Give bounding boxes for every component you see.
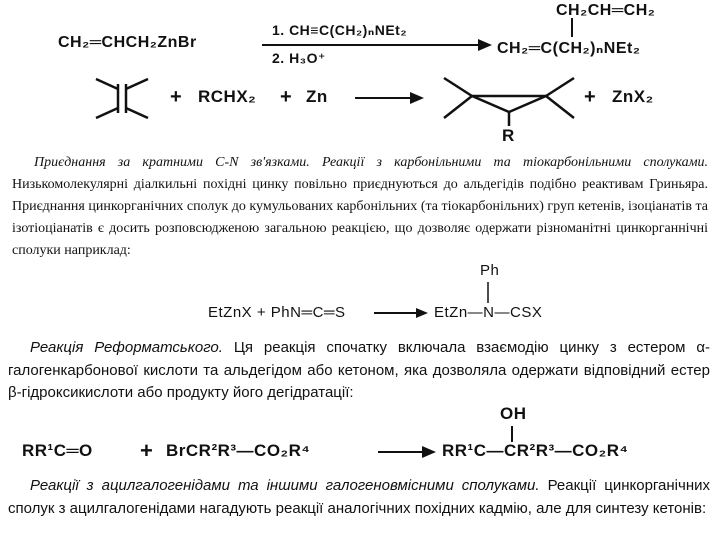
cyclopropane-bond-left [472, 96, 509, 112]
section2-body: Ця реакція спочатку включала взаємодію цинку з естером α-галогенкарбонової кислоти та альдегідом або кетоном, яка дозволяла одержати відповідний естер β-гідроксикислоти або продукту його дегідратації: [8, 339, 710, 401]
alkene-bond-ll [96, 108, 118, 118]
scheme1-product-main: CH₂═C(CH₂)ₙNEt₂ [497, 40, 641, 57]
section3-paragraph [8, 475, 710, 520]
alkene-bond-ul [96, 79, 118, 89]
section3-body: Реакції цинкорганічних сполук з ацилгалогенідами нагадують реакції аналогічних похідних кадмію, але для синтезу кетонів: [8, 477, 710, 517]
cyclopropane-sub-ll [444, 96, 472, 118]
scheme4-plus: + [140, 438, 154, 463]
scheme3-ph: Ph [480, 262, 500, 279]
scheme1-condition-1: 1. CH≡C(CH₂)ₙNEt₂ [272, 22, 408, 38]
scheme4-oh: OH [500, 404, 527, 423]
cyclopropane-sub-ul [444, 78, 472, 96]
reaction-arrowhead-1 [478, 39, 492, 51]
section2-heading: Реакція Реформатського. [30, 339, 223, 356]
section1-paragraph [12, 152, 708, 262]
section1-body: Низькомолекулярні діалкильні похідні цинку повільно приєднуються до альдегідів подібно реактивам Гриньяра. Приєднання цинкорганічних сполук до кумульованих карбонільних (та тіокарбонільних) груп кетенів, ізоціанатів та ізотіоціанатів є досить розповсюдженою загальною реакцією, що дозволяє одержати різноманітні цинкорганнічні сполуки наприклад: [12, 177, 708, 258]
scheme1-reactant: CH₂═CHCH₂ZnBr [58, 34, 197, 51]
reaction-arrowhead-3 [416, 308, 428, 318]
cyclopropane-sub-ur [546, 78, 574, 96]
scheme4-reactant-2: BrCR²R³—CO₂R⁴ [166, 441, 311, 460]
scheme1-condition-2: 2. H₃O⁺ [272, 50, 326, 66]
reaction-arrowhead-4 [422, 446, 436, 458]
alkene-bond-lr [126, 108, 148, 118]
scheme3-product: EtZn—N—CSX [434, 304, 543, 321]
scheme2-plus-3: + [584, 86, 597, 108]
section3-heading: Реакції з ацилгалогенідами та іншими галогеновмісними сполуками. [30, 477, 540, 494]
scheme1-product-top: CH₂CH═CH₂ [556, 2, 656, 19]
scheme2-plus-1: + [170, 86, 183, 108]
scheme2-substituent: R [502, 126, 515, 145]
scheme2-plus-2: + [280, 86, 293, 108]
scheme3-left: EtZnX + PhN═C═S [208, 304, 346, 321]
scheme2-byproduct: ZnX₂ [612, 87, 654, 106]
cyclopropane-bond-right [509, 96, 546, 112]
reaction-arrowhead-2 [410, 92, 424, 104]
cyclopropane-sub-lr [546, 96, 574, 118]
scheme2-zinc: Zn [306, 87, 328, 106]
section2-paragraph [8, 337, 710, 405]
section1-heading: Приєднання за кратними С-N зв'язками. [34, 155, 310, 170]
section1-heading-2: Реакції з карбонільними та тіокарбонільними сполуками. [321, 155, 709, 170]
scheme4-reactant-1: RR¹C═O [22, 441, 93, 460]
scheme2-reagent: RCHX₂ [198, 87, 257, 106]
alkene-bond-ur [126, 79, 148, 89]
scheme4-product: RR¹C—CR²R³—CO₂R⁴ [442, 441, 629, 460]
